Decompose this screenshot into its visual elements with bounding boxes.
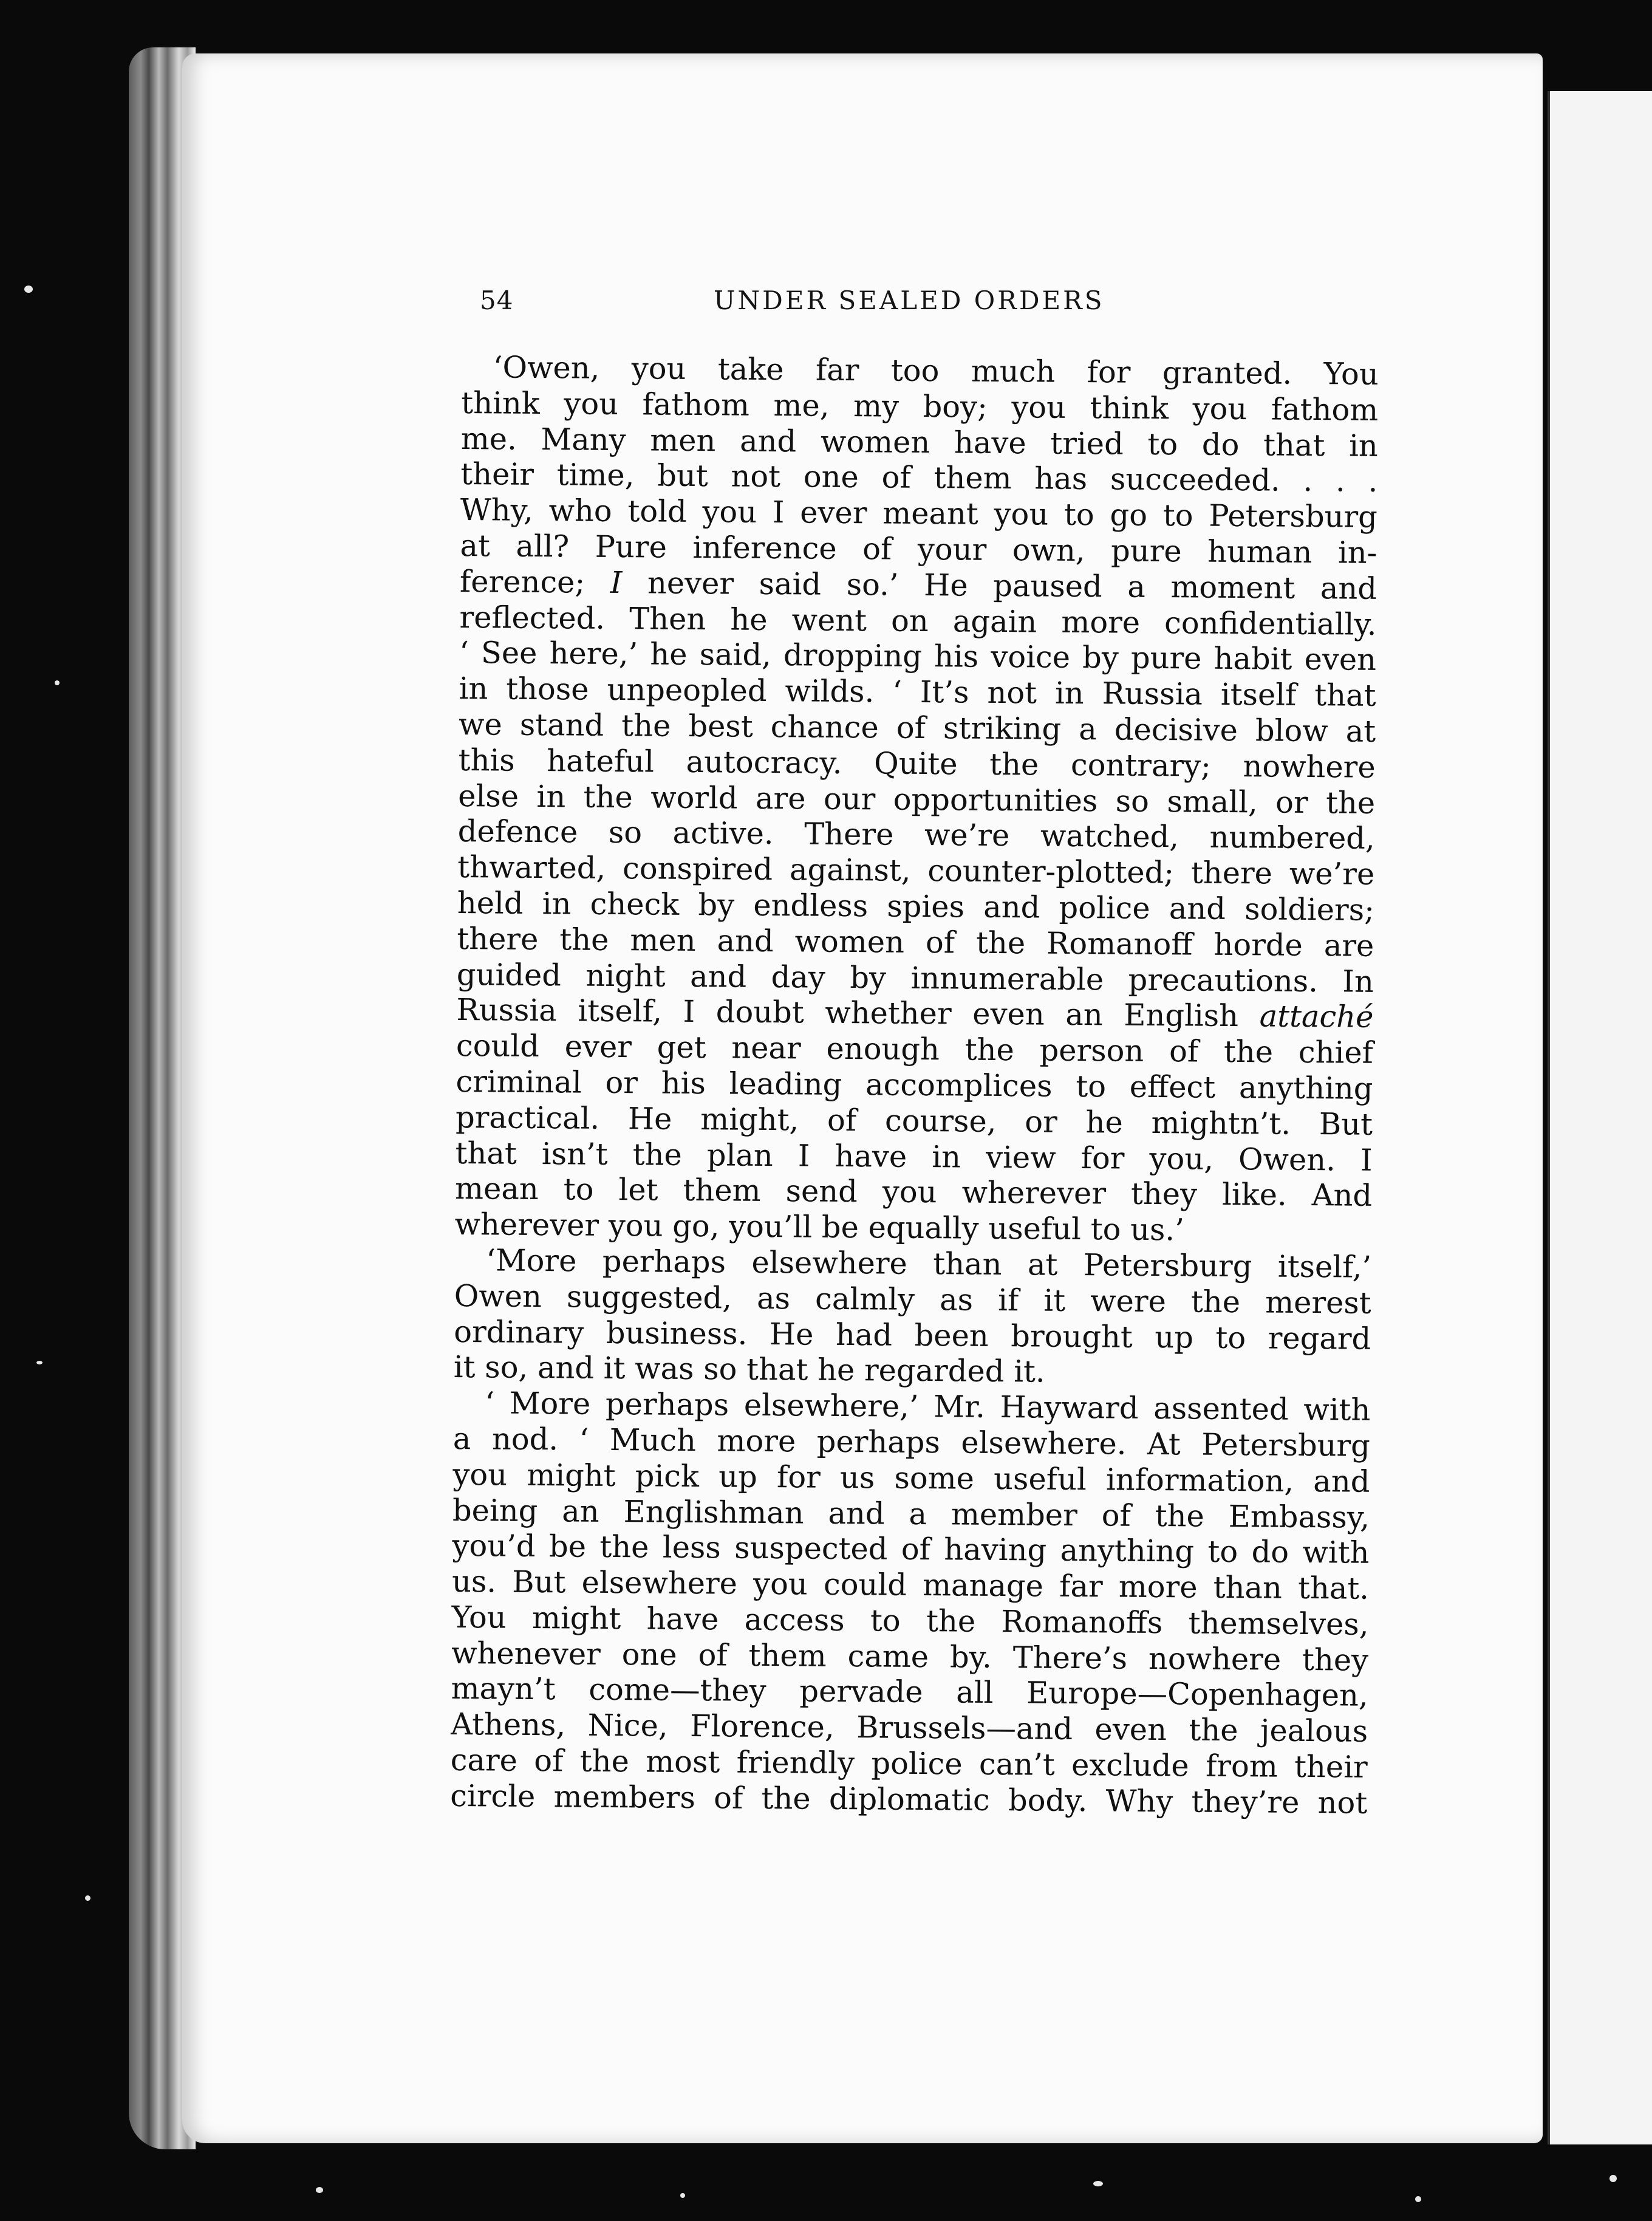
running-title: UNDER SEALED ORDERS <box>714 286 1105 315</box>
text-line: Athens, Nice, Florence, Brussels—and even the jealous <box>450 1706 1368 1750</box>
text-line: mayn’t come—they pervade all Europe—Copenhagen, <box>451 1671 1368 1714</box>
text-line: could ever get near enough the person of the chief <box>456 1028 1374 1070</box>
text-line: us. But elsewhere you could manage far more than that. <box>451 1564 1370 1606</box>
text-line: whenever one of them came by. There’s nowhere they <box>451 1635 1369 1678</box>
text-line: Why, who told you I ever meant you to go to Petersburg <box>460 492 1378 535</box>
text-line: guided night and day by innumerable precautions. In <box>456 956 1374 999</box>
text-line: in those unpeopled wilds. ‘ It’s not in Russia itself that <box>459 671 1376 714</box>
dust-speck <box>316 2187 323 2193</box>
dust-speck <box>1093 2181 1103 2186</box>
text-line: defence so active. There we’re watched, numbered, <box>457 813 1375 857</box>
text-line: ‘Owen, you take far too much for granted. You <box>493 349 1379 392</box>
facing-page-edge <box>1548 91 1652 2144</box>
text-line: we stand the best chance of striking a decisive blow at <box>458 706 1376 749</box>
text-line: a nod. ‘ Much more perhaps elsewhere. At Petersburg <box>452 1420 1371 1463</box>
dust-speck <box>85 1895 90 1901</box>
text-line: me. Many men and women have tried to do that in <box>460 420 1379 464</box>
text-line: circle members of the diplomatic body. Why they’re not <box>450 1778 1368 1821</box>
dust-speck <box>36 1361 43 1364</box>
text-line: held in check by endless spies and police and soldiers; <box>457 885 1375 928</box>
dust-speck <box>1415 2196 1421 2202</box>
text-line: thwarted, conspired against, counter-plotted; there we’re <box>457 849 1375 892</box>
text-line: their time, but not one of them has succeeded. . . . <box>460 456 1378 499</box>
text-line: care of the most friendly police can’t exclude from their <box>450 1742 1368 1785</box>
text-line: you’d be the less suspected of having anything to do with <box>452 1528 1370 1571</box>
dust-speck <box>55 680 60 685</box>
body-text <box>450 349 1379 1821</box>
text-line: being an Englishman and a member of the Embassy, <box>452 1492 1370 1535</box>
text-line: mean to let them send you wherever they like. And <box>454 1171 1373 1214</box>
dust-speck <box>680 2193 685 2198</box>
text-line: You might have access to the Romanoffs themselves, <box>451 1599 1369 1642</box>
dust-speck <box>24 286 33 293</box>
text-line: ference; I never said so.’ He paused a moment and <box>459 563 1377 606</box>
text-line: ‘More perhaps elsewhere than at Petersburg itself,’ <box>485 1242 1372 1285</box>
text-line: ‘ See here,’ he said, dropping his voice by pure habit even <box>459 635 1377 678</box>
text-line: it so, and it was so that he regarded it. <box>453 1349 1045 1389</box>
text-line: Russia itself, I doubt whether even an English attaché <box>456 992 1374 1035</box>
text-line: Owen suggested, as calmly as if it were the merest <box>454 1278 1371 1321</box>
page-number: 54 <box>480 286 514 315</box>
text-line: else in the world are our opportunities so small, or the <box>458 778 1376 821</box>
dust-speck <box>1609 2175 1617 2182</box>
text-line: reflected. Then he went on again more confidentially. <box>459 599 1377 642</box>
text-line: you might pick up for us some useful information, and <box>452 1456 1370 1499</box>
text-line: that isn’t the plan I have in view for you, Owen. I <box>455 1135 1373 1178</box>
page-header <box>480 286 1391 322</box>
text-line: there the men and women of the Romanoff horde are <box>457 920 1374 963</box>
text-line: criminal or his leading accomplices to effect anything <box>456 1063 1373 1106</box>
text-line: ordinary business. He had been brought up to regard <box>454 1313 1371 1357</box>
text-line: practical. He might, of course, or he mightn’t. But <box>455 1099 1373 1142</box>
text-line: at all? Pure inference of your own, pure human in- <box>460 527 1377 570</box>
text-line: wherever you go, you’ll be equally useful to us.’ <box>454 1206 1185 1248</box>
text-line: this hateful autocracy. Quite the contrary; nowhere <box>458 742 1376 785</box>
text-line: think you fathom me, my boy; you think you fathom <box>461 385 1379 428</box>
text-line: ‘ More perhaps elsewhere,’ Mr. Hayward assented with <box>485 1385 1371 1428</box>
